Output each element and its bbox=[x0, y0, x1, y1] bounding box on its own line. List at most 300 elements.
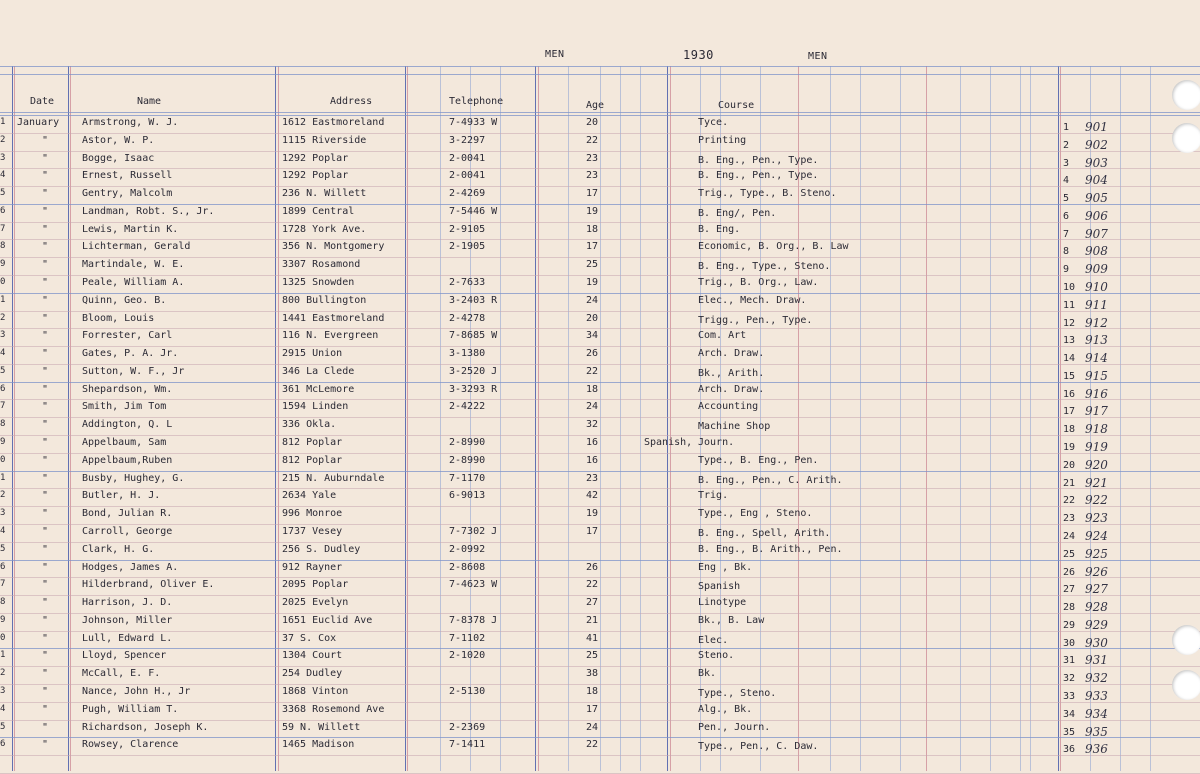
row-number: 3 bbox=[0, 508, 6, 518]
ruling-line bbox=[0, 702, 1200, 703]
cell-handwritten-number: 930 bbox=[1085, 636, 1108, 650]
row-number: 3 bbox=[0, 153, 6, 163]
cell-entry-number: 18 bbox=[1063, 424, 1076, 435]
cell-name: Bond, Julian R. bbox=[82, 508, 173, 519]
cell-age: 24 bbox=[586, 295, 599, 306]
cell-date: " bbox=[42, 313, 49, 324]
cell-address: 1651 Euclid Ave bbox=[282, 615, 373, 626]
cell-date: " bbox=[42, 473, 49, 484]
cell-age: 26 bbox=[586, 562, 599, 573]
cell-date: " bbox=[42, 206, 49, 217]
cell-phone: 2-4278 bbox=[449, 313, 486, 324]
cell-handwritten-number: 933 bbox=[1085, 689, 1108, 703]
ruling-line bbox=[0, 115, 1200, 116]
cell-phone: 6-9013 bbox=[449, 490, 486, 501]
cell-course: Trig., Type., B. Steno. bbox=[698, 188, 837, 199]
cell-handwritten-number: 910 bbox=[1085, 280, 1108, 294]
cell-handwritten-number: 931 bbox=[1085, 653, 1108, 667]
cell-age: 34 bbox=[586, 330, 599, 341]
cell-address: 1465 Madison bbox=[282, 739, 355, 750]
cell-age: 41 bbox=[586, 633, 599, 644]
cell-phone: 2-0041 bbox=[449, 170, 486, 181]
cell-phone: 3-1380 bbox=[449, 348, 486, 359]
cell-phone: 7-4623 W bbox=[449, 579, 498, 590]
cell-course: Type., B. Eng., Pen. bbox=[698, 455, 819, 466]
cell-name: Richardson, Joseph K. bbox=[82, 722, 209, 733]
cell-address: 1899 Central bbox=[282, 206, 355, 217]
ruling-line bbox=[0, 435, 1200, 436]
cell-handwritten-number: 924 bbox=[1085, 529, 1108, 543]
cell-phone: 7-7302 J bbox=[449, 526, 498, 537]
cell-entry-number: 13 bbox=[1063, 335, 1076, 346]
ruling-line bbox=[0, 222, 1200, 223]
cell-phone: 2-5130 bbox=[449, 686, 486, 697]
row-number: 8 bbox=[0, 419, 6, 429]
cell-date: " bbox=[42, 135, 49, 146]
cell-handwritten-number: 932 bbox=[1085, 671, 1108, 685]
cell-address: 996 Monroe bbox=[282, 508, 343, 519]
cell-address: 1441 Eastmoreland bbox=[282, 313, 385, 324]
cell-date: " bbox=[42, 401, 49, 412]
cell-course: B. Eng. bbox=[698, 224, 741, 235]
ruling-line bbox=[0, 595, 1200, 596]
cell-name: Hilderbrand, Oliver E. bbox=[82, 579, 215, 590]
ruling-line bbox=[0, 613, 1200, 614]
cell-handwritten-number: 908 bbox=[1085, 244, 1108, 258]
row-number: 8 bbox=[0, 241, 6, 251]
col-name-heading: Name bbox=[137, 96, 162, 107]
ruling-line bbox=[0, 471, 1200, 472]
cell-age: 22 bbox=[586, 579, 599, 590]
cell-age: 17 bbox=[586, 526, 599, 537]
cell-entry-number: 12 bbox=[1063, 318, 1076, 329]
cell-phone: 7-8685 W bbox=[449, 330, 498, 341]
cell-name: Carroll, George bbox=[82, 526, 173, 537]
header-right: MEN bbox=[808, 51, 828, 62]
cell-name: Sutton, W. F., Jr bbox=[82, 366, 185, 377]
cell-date: " bbox=[42, 490, 49, 501]
cell-address: 1737 Vesey bbox=[282, 526, 343, 537]
cell-course: Alg., Bk. bbox=[698, 704, 753, 715]
cell-course: B. Eng/, Pen. bbox=[698, 208, 777, 219]
cell-course: Bk., B. Law bbox=[698, 615, 765, 626]
cell-phone: 2-4269 bbox=[449, 188, 486, 199]
row-number: 6 bbox=[0, 384, 6, 394]
cell-handwritten-number: 914 bbox=[1085, 351, 1108, 365]
cell-course: Elec., Mech. Draw. bbox=[698, 295, 807, 306]
cell-handwritten-number: 920 bbox=[1085, 458, 1108, 472]
cell-course: Bk., Arith. bbox=[698, 368, 765, 379]
cell-name: Busby, Hughey, G. bbox=[82, 473, 185, 484]
cell-name: McCall, E. F. bbox=[82, 668, 161, 679]
header-rule bbox=[0, 74, 1200, 75]
cell-entry-number: 9 bbox=[1063, 264, 1070, 275]
ruling-line bbox=[0, 186, 1200, 187]
cell-entry-number: 16 bbox=[1063, 389, 1076, 400]
cell-date: " bbox=[42, 739, 49, 750]
binder-hole bbox=[1172, 625, 1200, 655]
ruling-line bbox=[0, 577, 1200, 578]
cell-course: Type., Eng , Steno. bbox=[698, 508, 813, 519]
cell-address: 1325 Snowden bbox=[282, 277, 355, 288]
cell-date: " bbox=[42, 526, 49, 537]
row-number: 1 bbox=[0, 295, 6, 305]
cell-address: 3368 Rosemond Ave bbox=[282, 704, 385, 715]
cell-date: " bbox=[42, 224, 49, 235]
cell-address: 361 McLemore bbox=[282, 384, 355, 395]
cell-name: Butler, H. J. bbox=[82, 490, 161, 501]
cell-address: 1868 Vinton bbox=[282, 686, 349, 697]
ruling-line bbox=[0, 293, 1200, 294]
ruling-line bbox=[0, 382, 1200, 383]
cell-name: Pugh, William T. bbox=[82, 704, 179, 715]
row-number: 1 bbox=[0, 650, 6, 660]
cell-address: 2095 Poplar bbox=[282, 579, 349, 590]
cell-name: Gentry, Malcolm bbox=[82, 188, 173, 199]
row-number: 6 bbox=[0, 739, 6, 749]
cell-age: 16 bbox=[586, 437, 599, 448]
cell-name: Hodges, James A. bbox=[82, 562, 179, 573]
row-number: 5 bbox=[0, 366, 6, 376]
cell-course: B. Eng., Pen., Type. bbox=[698, 170, 819, 181]
cell-address: 356 N. Montgomery bbox=[282, 241, 385, 252]
cell-phone: 2-4222 bbox=[449, 401, 486, 412]
cell-name: Lull, Edward L. bbox=[82, 633, 173, 644]
cell-address: 1292 Poplar bbox=[282, 170, 349, 181]
cell-name: Appelbaum, Sam bbox=[82, 437, 167, 448]
col-date-heading: Date bbox=[30, 96, 55, 107]
cell-age: 26 bbox=[586, 348, 599, 359]
row-number: 6 bbox=[0, 562, 6, 572]
cell-date: January bbox=[17, 117, 60, 128]
cell-age: 17 bbox=[586, 704, 599, 715]
cell-course: Trig. bbox=[698, 490, 729, 501]
cell-name: Harrison, J. D. bbox=[82, 597, 173, 608]
cell-age: 18 bbox=[586, 224, 599, 235]
ruling-line bbox=[0, 204, 1200, 205]
cell-entry-number: 26 bbox=[1063, 567, 1076, 578]
cell-address: 346 La Clede bbox=[282, 366, 355, 377]
cell-handwritten-number: 909 bbox=[1085, 262, 1108, 276]
cell-address: 2025 Evelyn bbox=[282, 597, 349, 608]
cell-address: 812 Poplar bbox=[282, 437, 343, 448]
cell-entry-number: 33 bbox=[1063, 691, 1076, 702]
cell-handwritten-number: 907 bbox=[1085, 227, 1108, 241]
cell-date: " bbox=[42, 579, 49, 590]
cell-entry-number: 29 bbox=[1063, 620, 1076, 631]
row-number: 4 bbox=[0, 704, 6, 714]
cell-age: 25 bbox=[586, 259, 599, 270]
cell-phone: 2-0992 bbox=[449, 544, 486, 555]
cell-address: 2915 Union bbox=[282, 348, 343, 359]
ruling-line bbox=[0, 399, 1200, 400]
row-number: 7 bbox=[0, 224, 6, 234]
ruling-line bbox=[0, 648, 1200, 649]
cell-age: 24 bbox=[586, 722, 599, 733]
cell-address: 1594 Linden bbox=[282, 401, 349, 412]
cell-handwritten-number: 936 bbox=[1085, 742, 1108, 756]
cell-entry-number: 27 bbox=[1063, 584, 1076, 595]
cell-phone: 2-8990 bbox=[449, 437, 486, 448]
cell-address: 336 Okla. bbox=[282, 419, 337, 430]
ruling-line bbox=[0, 560, 1200, 561]
ruling-line bbox=[0, 755, 1200, 756]
cell-name: Gates, P. A. Jr. bbox=[82, 348, 179, 359]
cell-extra: Spanish, bbox=[644, 437, 693, 448]
cell-course: Economic, B. Org., B. Law bbox=[698, 241, 849, 252]
cell-age: 18 bbox=[586, 686, 599, 697]
cell-entry-number: 35 bbox=[1063, 727, 1076, 738]
cell-handwritten-number: 921 bbox=[1085, 476, 1108, 490]
row-number: 8 bbox=[0, 597, 6, 607]
cell-date: " bbox=[42, 615, 49, 626]
cell-address: 37 S. Cox bbox=[282, 633, 337, 644]
cell-entry-number: 31 bbox=[1063, 655, 1076, 666]
cell-name: Lloyd, Spencer bbox=[82, 650, 167, 661]
cell-entry-number: 10 bbox=[1063, 282, 1076, 293]
cell-phone: 2-2369 bbox=[449, 722, 486, 733]
cell-entry-number: 24 bbox=[1063, 531, 1076, 542]
cell-phone: 2-1020 bbox=[449, 650, 486, 661]
row-number: 4 bbox=[0, 526, 6, 536]
cell-name: Bloom, Louis bbox=[82, 313, 155, 324]
cell-name: Nance, John H., Jr bbox=[82, 686, 191, 697]
cell-course: B. Eng., Type., Steno. bbox=[698, 261, 831, 272]
cell-date: " bbox=[42, 437, 49, 448]
cell-age: 42 bbox=[586, 490, 599, 501]
row-number: 4 bbox=[0, 170, 6, 180]
cell-age: 20 bbox=[586, 313, 599, 324]
cell-date: " bbox=[42, 633, 49, 644]
row-number: 5 bbox=[0, 722, 6, 732]
cell-handwritten-number: 906 bbox=[1085, 209, 1108, 223]
cell-course: Linotype bbox=[698, 597, 747, 608]
cell-handwritten-number: 903 bbox=[1085, 156, 1108, 170]
cell-entry-number: 2 bbox=[1063, 140, 1070, 151]
cell-age: 18 bbox=[586, 384, 599, 395]
cell-name: Lewis, Martin K. bbox=[82, 224, 179, 235]
col-address-heading: Address bbox=[330, 96, 373, 107]
cell-date: " bbox=[42, 366, 49, 377]
cell-date: " bbox=[42, 704, 49, 715]
cell-address: 1728 York Ave. bbox=[282, 224, 367, 235]
header-rule bbox=[0, 66, 1200, 67]
cell-name: Lichterman, Gerald bbox=[82, 241, 191, 252]
cell-handwritten-number: 918 bbox=[1085, 422, 1108, 436]
cell-entry-number: 30 bbox=[1063, 638, 1076, 649]
cell-date: " bbox=[42, 330, 49, 341]
row-number: 3 bbox=[0, 330, 6, 340]
cell-name: Quinn, Geo. B. bbox=[82, 295, 167, 306]
row-number: 2 bbox=[0, 313, 6, 323]
cell-name: Johnson, Miller bbox=[82, 615, 173, 626]
cell-course: Pen., Journ. bbox=[698, 722, 771, 733]
cell-age: 20 bbox=[586, 117, 599, 128]
row-number: 2 bbox=[0, 135, 6, 145]
cell-course: Bk. bbox=[698, 668, 717, 679]
cell-date: " bbox=[42, 455, 49, 466]
cell-handwritten-number: 923 bbox=[1085, 511, 1108, 525]
cell-date: " bbox=[42, 508, 49, 519]
cell-course: Eng , Bk. bbox=[698, 562, 753, 573]
ruling-line bbox=[0, 275, 1200, 276]
binder-hole bbox=[1172, 80, 1200, 110]
cell-handwritten-number: 902 bbox=[1085, 138, 1108, 152]
cell-course: Printing bbox=[698, 135, 747, 146]
cell-phone: 2-7633 bbox=[449, 277, 486, 288]
cell-date: " bbox=[42, 562, 49, 573]
cell-entry-number: 23 bbox=[1063, 513, 1076, 524]
cell-date: " bbox=[42, 668, 49, 679]
cell-age: 32 bbox=[586, 419, 599, 430]
cell-handwritten-number: 934 bbox=[1085, 707, 1108, 721]
cell-entry-number: 8 bbox=[1063, 246, 1070, 257]
cell-handwritten-number: 928 bbox=[1085, 600, 1108, 614]
cell-name: Peale, William A. bbox=[82, 277, 185, 288]
ruling-line bbox=[0, 506, 1200, 507]
cell-age: 21 bbox=[586, 615, 599, 626]
cell-course: Spanish bbox=[698, 581, 741, 592]
cell-name: Appelbaum,Ruben bbox=[82, 455, 173, 466]
ruling-line bbox=[0, 328, 1200, 329]
row-number: 1 bbox=[0, 473, 6, 483]
cell-address: 215 N. Auburndale bbox=[282, 473, 385, 484]
cell-address: 59 N. Willett bbox=[282, 722, 361, 733]
cell-course: Accounting bbox=[698, 401, 759, 412]
cell-handwritten-number: 901 bbox=[1085, 120, 1108, 134]
cell-handwritten-number: 917 bbox=[1085, 404, 1108, 418]
cell-name: Astor, W. P. bbox=[82, 135, 155, 146]
cell-date: " bbox=[42, 348, 49, 359]
col-age-heading: Age bbox=[586, 100, 605, 111]
cell-date: " bbox=[42, 544, 49, 555]
row-number: 5 bbox=[0, 544, 6, 554]
header-year: 1930 bbox=[683, 48, 714, 62]
cell-handwritten-number: 925 bbox=[1085, 547, 1108, 561]
cell-age: 19 bbox=[586, 508, 599, 519]
cell-name: Bogge, Isaac bbox=[82, 153, 155, 164]
cell-date: " bbox=[42, 277, 49, 288]
cell-name: Clark, H. G. bbox=[82, 544, 155, 555]
cell-course: B. Eng., Spell, Arith. bbox=[698, 528, 831, 539]
cell-address: 256 S. Dudley bbox=[282, 544, 361, 555]
cell-course: Trig., B. Org., Law. bbox=[698, 277, 819, 288]
cell-age: 22 bbox=[586, 366, 599, 377]
cell-phone: 7-4933 W bbox=[449, 117, 498, 128]
cell-handwritten-number: 915 bbox=[1085, 369, 1108, 383]
cell-handwritten-number: 926 bbox=[1085, 565, 1108, 579]
cell-handwritten-number: 919 bbox=[1085, 440, 1108, 454]
cell-date: " bbox=[42, 259, 49, 270]
cell-course: Arch. Draw. bbox=[698, 384, 765, 395]
cell-handwritten-number: 912 bbox=[1085, 316, 1108, 330]
cell-age: 16 bbox=[586, 455, 599, 466]
cell-course: Tyce. bbox=[698, 117, 729, 128]
cell-handwritten-number: 904 bbox=[1085, 173, 1108, 187]
cell-course: Trigg., Pen., Type. bbox=[698, 315, 813, 326]
cell-address: 1115 Riverside bbox=[282, 135, 367, 146]
row-number: 3 bbox=[0, 686, 6, 696]
cell-age: 19 bbox=[586, 277, 599, 288]
ruling-line bbox=[0, 417, 1200, 418]
cell-date: " bbox=[42, 650, 49, 661]
cell-entry-number: 11 bbox=[1063, 300, 1076, 311]
ruling-line bbox=[0, 684, 1200, 685]
row-number: 0 bbox=[0, 277, 6, 287]
row-number: 2 bbox=[0, 668, 6, 678]
cell-address: 812 Poplar bbox=[282, 455, 343, 466]
cell-entry-number: 15 bbox=[1063, 371, 1076, 382]
cell-date: " bbox=[42, 384, 49, 395]
row-number: 0 bbox=[0, 455, 6, 465]
row-number: 0 bbox=[0, 633, 6, 643]
cell-phone: 3-3293 R bbox=[449, 384, 498, 395]
cell-entry-number: 22 bbox=[1063, 495, 1076, 506]
cell-age: 23 bbox=[586, 473, 599, 484]
cell-name: Addington, Q. L bbox=[82, 419, 173, 430]
cell-age: 23 bbox=[586, 153, 599, 164]
cell-phone: 7-5446 W bbox=[449, 206, 498, 217]
cell-handwritten-number: 913 bbox=[1085, 333, 1108, 347]
ruling-line bbox=[0, 720, 1200, 721]
cell-phone: 2-8990 bbox=[449, 455, 486, 466]
cell-date: " bbox=[42, 241, 49, 252]
cell-entry-number: 36 bbox=[1063, 744, 1076, 755]
cell-name: Landman, Robt. S., Jr. bbox=[82, 206, 215, 217]
cell-entry-number: 32 bbox=[1063, 673, 1076, 684]
header-left: MEN bbox=[545, 49, 565, 60]
cell-phone: 2-8608 bbox=[449, 562, 486, 573]
cell-course: Type., Pen., C. Daw. bbox=[698, 741, 819, 752]
cell-address: 236 N. Willett bbox=[282, 188, 367, 199]
cell-phone: 2-0041 bbox=[449, 153, 486, 164]
cell-date: " bbox=[42, 722, 49, 733]
cell-name: Ernest, Russell bbox=[82, 170, 173, 181]
cell-date: " bbox=[42, 188, 49, 199]
row-number: 6 bbox=[0, 206, 6, 216]
header-rule bbox=[0, 112, 1200, 113]
cell-entry-number: 21 bbox=[1063, 478, 1076, 489]
cell-address: 800 Bullington bbox=[282, 295, 367, 306]
cell-age: 38 bbox=[586, 668, 599, 679]
cell-handwritten-number: 929 bbox=[1085, 618, 1108, 632]
col-course-heading: Course bbox=[718, 100, 755, 111]
cell-handwritten-number: 935 bbox=[1085, 725, 1108, 739]
row-number: 7 bbox=[0, 401, 6, 411]
cell-entry-number: 25 bbox=[1063, 549, 1076, 560]
cell-age: 17 bbox=[586, 241, 599, 252]
cell-age: 27 bbox=[586, 597, 599, 608]
row-number: 7 bbox=[0, 579, 6, 589]
cell-age: 25 bbox=[586, 650, 599, 661]
cell-entry-number: 34 bbox=[1063, 709, 1076, 720]
row-number: 9 bbox=[0, 259, 6, 269]
cell-address: 912 Rayner bbox=[282, 562, 343, 573]
row-number: 1 bbox=[0, 117, 6, 127]
cell-age: 22 bbox=[586, 135, 599, 146]
cell-phone: 7-1170 bbox=[449, 473, 486, 484]
cell-handwritten-number: 911 bbox=[1085, 298, 1108, 312]
cell-course: B. Eng., Pen., C. Arith. bbox=[698, 475, 843, 486]
cell-course: Com. Art bbox=[698, 330, 747, 341]
ruling-line bbox=[0, 488, 1200, 489]
cell-name: Armstrong, W. J. bbox=[82, 117, 179, 128]
cell-address: 1612 Eastmoreland bbox=[282, 117, 385, 128]
ruling-line bbox=[0, 524, 1200, 525]
cell-phone: 3-2520 J bbox=[449, 366, 498, 377]
row-number: 2 bbox=[0, 490, 6, 500]
cell-entry-number: 17 bbox=[1063, 406, 1076, 417]
